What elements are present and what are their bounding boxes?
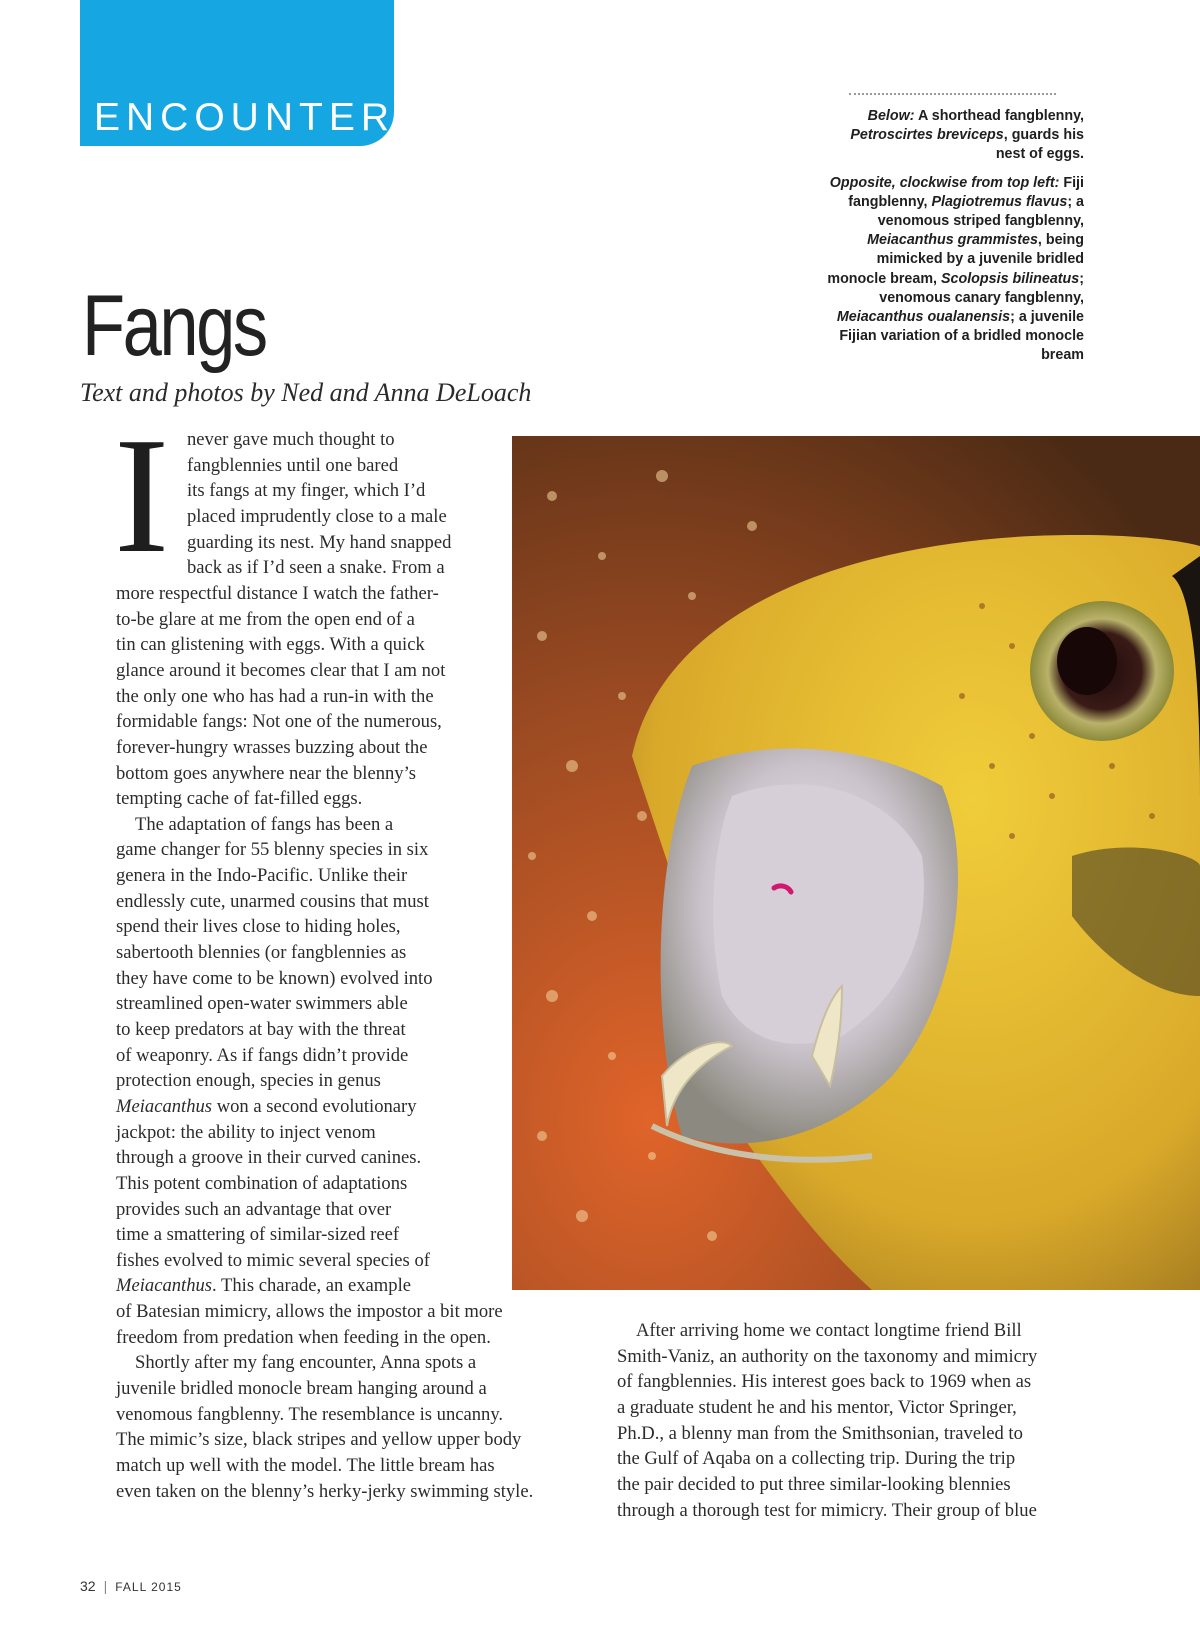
text-line — [116, 709, 442, 735]
caption-species-name: Meiacanthus oualanensis — [836, 309, 1011, 326]
text-run: forever-hungry wrasses buzzing about the — [116, 736, 428, 758]
text-run: After arriving home we contact longtime friend Bill — [636, 1320, 1022, 1341]
caption-text: , guards his nest of eggs. — [995, 127, 1084, 163]
text-line — [617, 1498, 1037, 1524]
section-label: ENCOUNTERS — [94, 96, 428, 139]
text-run: This potent combination of adaptations — [116, 1172, 408, 1194]
issue-label: FALL 2015 — [115, 1580, 182, 1594]
text-line — [116, 1043, 408, 1069]
caption-1 — [820, 107, 1084, 165]
text-run: endlessly cute, unarmed cousins that must — [116, 890, 429, 912]
text-run: fishes evolved to mimic several species of — [116, 1249, 430, 1271]
text-run: they have come to be known) evolved into — [116, 967, 433, 989]
caption-lead: Below: — [867, 108, 915, 124]
caption-species-name: Scolopsis bilineatus — [940, 270, 1080, 287]
caption-text: , being mimicked by a juvenile bridled monocle bream, — [827, 232, 1084, 287]
text-run: protection enough, species in genus — [116, 1070, 381, 1092]
footer-separator: | — [103, 1578, 108, 1594]
text-run: sabertooth blennies (or fangblennies as — [116, 942, 407, 963]
text-run: glance around it becomes clear that I am not — [116, 659, 446, 681]
text-line — [135, 1350, 476, 1376]
page-footer — [80, 1578, 182, 1594]
text-run: . This charade, an example — [212, 1275, 411, 1297]
text-line — [116, 1376, 487, 1402]
text-run: to-be glare at me from the open end of a — [116, 608, 415, 630]
caption-text: A shorthead fangblenny, — [914, 108, 1084, 124]
text-line — [116, 1248, 430, 1274]
text-line — [187, 478, 425, 504]
text-run: through a thorough test for mimicry. Their group of blue — [617, 1499, 1037, 1521]
caption-2 — [820, 174, 1084, 366]
text-line — [116, 1094, 417, 1120]
text-line — [116, 889, 429, 915]
text-line — [116, 1402, 503, 1428]
text-run: juvenile bridled monocle bream hanging around a — [116, 1378, 487, 1399]
text-line — [116, 914, 401, 940]
text-run: of Batesian mimicry, allows the impostor a bit more — [116, 1301, 503, 1323]
text-run: jackpot: the ability to inject venom — [116, 1121, 376, 1143]
text-line — [116, 1068, 381, 1094]
text-run: streamlined open-water swimmers able — [116, 993, 408, 1015]
text-run: game changer for 55 blenny species in six — [116, 839, 429, 861]
text-run: its fangs at my finger, which I’d — [187, 480, 426, 502]
text-line — [617, 1395, 1017, 1421]
text-run: bottom goes anywhere near the blenny’s — [116, 762, 416, 784]
text-line — [187, 427, 395, 453]
text-run: the Gulf of Aqaba on a collecting trip. During the trip — [617, 1448, 1016, 1470]
text-line — [617, 1421, 1023, 1447]
text-run: back as if I’d seen a snake. From a — [187, 557, 445, 579]
caption-species-name: Meiacanthus grammistes — [867, 232, 1038, 249]
article-title: Fangs — [82, 278, 266, 374]
text-run: tempting cache of fat-filled eggs. — [116, 788, 363, 810]
caption-text: ; venomous canary fangblenny, — [879, 270, 1084, 306]
text-run: to keep predators at bay with the threat — [116, 1018, 406, 1040]
drop-cap: I — [114, 403, 170, 587]
section-tab — [80, 0, 428, 146]
caption-species-name: Plagiotremus flavus — [931, 193, 1068, 210]
text-run: never gave much thought to — [187, 429, 395, 450]
text-line — [187, 504, 447, 530]
text-run: the pair decided to put three similar-looking blennies — [617, 1473, 1011, 1495]
text-run: Smith-Vaniz, an authority on the taxonomy and mimicry — [617, 1345, 1038, 1367]
text-run: of fangblennies. His interest goes back to 1969 when as — [617, 1371, 1032, 1393]
text-line — [617, 1344, 1037, 1370]
photo-captions — [820, 107, 1084, 375]
text-line — [116, 1017, 406, 1043]
text-line — [116, 1145, 421, 1171]
text-line — [116, 1197, 391, 1223]
page-number: 32 — [80, 1578, 96, 1594]
text-run: The mimic’s size, black stripes and yellow upper body — [116, 1429, 522, 1451]
text-run: Shortly after my fang encounter, Anna spots a — [135, 1352, 477, 1374]
italic-term: Meiacanthus — [116, 1095, 213, 1117]
text-line — [116, 991, 408, 1017]
text-line — [116, 1222, 399, 1248]
text-run: guarding its nest. My hand snapped — [187, 531, 452, 553]
fangblenny-photo — [512, 436, 1200, 1290]
text-line — [135, 812, 393, 838]
text-line — [116, 863, 407, 889]
caption-text: ; a venomous striped fangblenny, — [877, 193, 1084, 230]
text-line — [617, 1446, 1015, 1472]
text-run: Ph.D., a blenny man from the Smithsonian, traveled to — [617, 1422, 1023, 1444]
text-line — [116, 1299, 503, 1325]
text-run: more respectful distance I watch the father- — [116, 582, 439, 604]
text-run: provides such an advantage that over — [116, 1198, 392, 1220]
text-run: fangblennies until one bared — [187, 454, 399, 476]
text-run: freedom from predation when feeding in the open. — [116, 1326, 491, 1348]
text-run: placed imprudently close to a male — [187, 505, 447, 527]
text-line — [116, 786, 362, 812]
text-line — [116, 607, 415, 633]
caption-lead: Opposite, clockwise from top left: — [829, 174, 1060, 191]
text-line — [187, 555, 445, 581]
text-line — [116, 1453, 495, 1479]
text-line — [116, 966, 433, 992]
text-run: match up well with the model. The little bream has — [116, 1455, 495, 1476]
text-run: formidable fangs: Not one of the numerous, — [116, 711, 442, 733]
text-run: tin can glistening with eggs. With a quick — [116, 634, 425, 656]
fangblenny-illustration — [512, 436, 1200, 1290]
caption-species-name: Petroscirtes breviceps — [850, 127, 1004, 144]
text-line — [116, 1427, 521, 1453]
text-line — [636, 1318, 1022, 1344]
text-line — [116, 1120, 376, 1146]
text-run: The adaptation of fangs has been a — [135, 813, 394, 835]
text-line — [116, 658, 445, 684]
text-line — [116, 761, 416, 787]
caption-text: Fiji fangblenny, — [848, 174, 1084, 210]
italic-term: Meiacanthus — [116, 1275, 213, 1297]
text-run: even taken on the blenny’s herky-jerky swimming style. — [116, 1480, 534, 1502]
text-run: through a groove in their curved canines. — [116, 1147, 422, 1169]
text-line — [116, 837, 428, 863]
article-byline: Text and photos by Ned and Anna DeLoach — [80, 378, 532, 407]
text-line — [617, 1369, 1031, 1395]
text-run: a graduate student he and his mentor, Victor Springer, — [617, 1397, 1017, 1418]
text-line — [187, 453, 398, 479]
caption-divider — [849, 93, 1056, 95]
text-run: time a smattering of similar-sized reef — [116, 1224, 400, 1246]
text-line — [116, 684, 434, 710]
text-line — [116, 1171, 407, 1197]
text-run: genera in the Indo-Pacific. Unlike their — [116, 865, 408, 886]
text-run: venomous fangblenny. The resemblance is uncanny. — [116, 1403, 504, 1425]
text-line — [116, 581, 439, 607]
text-run: spend their lives close to hiding holes, — [116, 916, 401, 938]
text-line — [116, 940, 406, 966]
text-line — [617, 1472, 1011, 1498]
text-run: won a second evolutionary — [212, 1095, 417, 1117]
text-line — [187, 530, 451, 556]
text-line — [116, 735, 427, 761]
text-line — [116, 632, 425, 658]
text-run: of weaponry. As if fangs didn’t provide — [116, 1044, 409, 1066]
text-run: the only one who has had a run-in with the — [116, 685, 434, 707]
text-line — [116, 1273, 411, 1299]
text-line — [116, 1479, 533, 1505]
caption-text: ; a juvenile Fijian variation of a bridled monocle bream — [839, 309, 1084, 364]
text-line — [116, 1325, 491, 1351]
